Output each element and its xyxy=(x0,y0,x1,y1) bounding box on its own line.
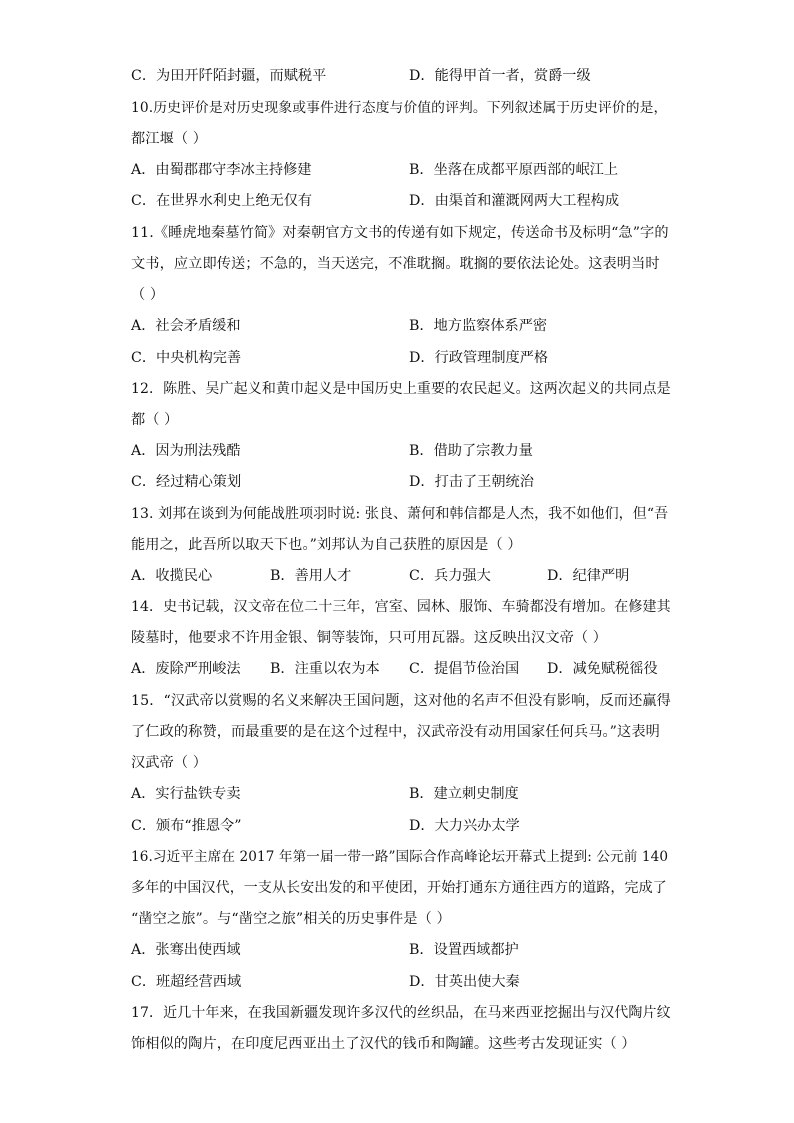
q15-stem-line-3: 汉武帝（ ） xyxy=(131,755,208,771)
q10-option-d: D．由渠首和灌溉网两大工程构成 xyxy=(409,193,620,209)
q15-option-d: D．大力兴办太学 xyxy=(409,818,520,834)
q15-option-c: C．颁布“推恩令” xyxy=(131,818,242,834)
q16-stem-line-2: 多年的中国汉代，一支从长安出发的和平使团，开始打通东方通往西方的道路，完成了 xyxy=(131,880,667,896)
q11-option-d: D．行政管理制度严格 xyxy=(409,350,549,366)
q11-option-a: A．社会矛盾缓和 xyxy=(131,318,241,334)
q14-option-d: D．减免赋税徭役 xyxy=(547,661,658,677)
q16-option-c: C．班超经营西域 xyxy=(131,974,242,990)
q13-stem-line-1: 13. 刘邦在谈到为何能战胜项羽时说: 张良、萧何和韩信都是人杰，我不如他们，但“吾 xyxy=(131,506,669,522)
q16-option-a: A．张骞出使西域 xyxy=(131,942,241,958)
q15-option-b: B．建立刺史制度 xyxy=(409,786,519,802)
q14-stem-line-2: 陵墓时，他要求不许用金银、铜等装饰，只可用瓦器。这反映出汉文帝（ ） xyxy=(131,630,608,646)
q10-option-a: A．由蜀郡郡守李冰主持修建 xyxy=(131,162,312,178)
q12-option-a: A．因为刑法残酷 xyxy=(131,443,241,459)
q17-stem-line-2: 饰相似的陶片，在印度尼西亚出土了汉代的钱币和陶罐。这些考古发现证实（ ） xyxy=(131,1036,636,1052)
q12-option-c: C．经过精心策划 xyxy=(131,474,242,490)
q9-option-d: D．能得甲首一者，赏爵一级 xyxy=(409,68,591,84)
q12-option-d: D．打击了王朝统治 xyxy=(409,474,534,490)
q16-stem-line-1: 16.习近平主席在 2017 年第一届一带一路”国际合作高峰论坛开幕式上提到: 公元前 140 xyxy=(131,849,669,865)
q12-stem-line-1: 12．陈胜、吴广起义和黄巾起义是中国历史上重要的农民起义。这两次起义的共同点是 xyxy=(131,381,671,397)
q10-option-c: C．在世界水利史上绝无仅有 xyxy=(131,193,313,209)
q11-option-c: C．中央机构完善 xyxy=(131,350,242,366)
q13-option-d: D．纪律严明 xyxy=(547,568,630,584)
q11-option-b: B．地方监察体系严密 xyxy=(409,318,548,334)
q15-stem-line-1: 15．“汉武帝以赏赐的名义来解决王国问题，这对他的名声不但没有影响，反而还赢得 xyxy=(131,693,671,709)
q14-option-a: A．废除严刑峻法 xyxy=(131,661,241,677)
q16-option-b: B．设置西域都护 xyxy=(409,942,519,958)
q13-option-b: B．善用人才 xyxy=(270,568,352,584)
q11-stem-line-3: （ ） xyxy=(131,287,165,303)
q16-option-d: D．甘英出使大秦 xyxy=(409,974,520,990)
q14-stem-line-1: 14．史书记载，汉文帝在位二十三年，宫室、园林、服饰、车骑都没有增加。在修建其 xyxy=(131,599,671,615)
q13-option-a: A．收揽民心 xyxy=(131,568,213,584)
q11-stem-line-2: 文书，应立即传送；不急的，当天送完，不准耽搁。耽搁的要依法论处。这表明当时 xyxy=(131,256,660,272)
q14-option-c: C．提倡节俭治国 xyxy=(409,661,520,677)
q17-stem-line-1: 17．近几十年来，在我国新疆发现许多汉代的丝织品，在马来西亚挖掘出与汉代陶片纹 xyxy=(131,1005,671,1021)
q16-stem-line-3: “凿空之旅”。与“凿空之旅”相关的历史事件是（ ） xyxy=(131,911,451,927)
q9-option-c: C．为田开阡陌封疆，而赋税平 xyxy=(131,68,327,84)
q11-stem-line-1: 11.《睡虎地秦墓竹简》对秦朝官方文书的传递有如下规定，传送命书及标明“急”字的 xyxy=(131,225,669,241)
q10-stem-line-1: 10.历史评价是对历史现象或事件进行态度与价值的评判。下列叙述属于历史评价的是， xyxy=(131,100,668,116)
q15-option-a: A．实行盐铁专卖 xyxy=(131,786,241,802)
q15-stem-line-2: 了仁政的称赞，而最重要的是在这个过程中，汉武帝没有动用国家任何兵马。”这表明 xyxy=(131,724,660,740)
q12-stem-line-2: 都（ ） xyxy=(131,412,179,428)
q12-option-b: B．借助了宗教力量 xyxy=(409,443,533,459)
q14-option-b: B．注重以农为本 xyxy=(270,661,380,677)
q10-option-b: B．坐落在成都平原西部的岷江上 xyxy=(409,162,619,178)
q10-stem-line-2: 都江堰（ ） xyxy=(131,131,208,147)
q13-option-c: C．兵力强大 xyxy=(409,568,491,584)
q13-stem-line-2: 能用之，此吾所以取天下也。”刘邦认为自己获胜的原因是（ ） xyxy=(131,537,522,553)
